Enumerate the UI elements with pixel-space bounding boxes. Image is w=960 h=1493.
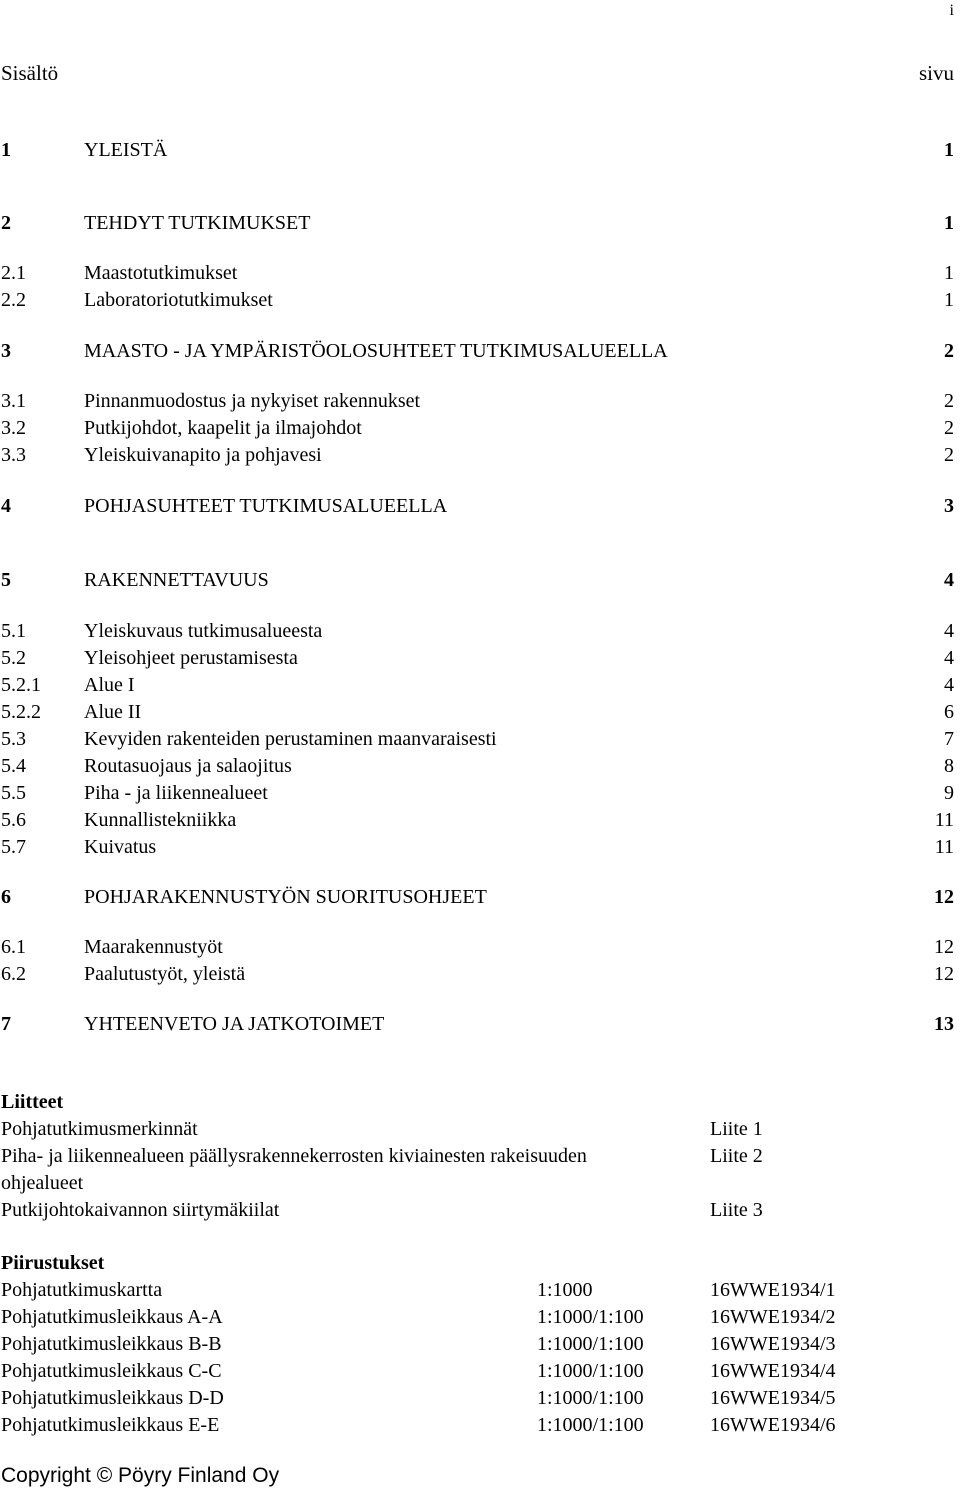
attachment-ref: Liite 2 [710, 1145, 763, 1167]
toc-page: 2 [944, 390, 954, 412]
toc-page: 4 [944, 674, 954, 696]
attachment-name: Pohjatutkimusmerkinnät [1, 1118, 198, 1140]
toc-number: 5.5 [1, 782, 26, 804]
toc-number: 5.4 [1, 755, 26, 777]
toc-page: 1 [944, 212, 954, 234]
toc-page: 1 [944, 139, 954, 161]
toc-title: Yleisohjeet perustamisesta [84, 647, 298, 669]
drawing-code: 16WWE1934/5 [710, 1387, 836, 1409]
toc-title: Yleiskuivanapito ja pohjavesi [84, 444, 322, 466]
drawing-scale: 1:1000/1:100 [537, 1414, 644, 1436]
toc-title: TEHDYT TUTKIMUKSET [84, 212, 311, 234]
toc-page: 2 [944, 417, 954, 439]
toc-title: Paalutustyöt, yleistä [84, 963, 246, 985]
drawing-name: Pohjatutkimuskartta [1, 1279, 163, 1301]
toc-page: 6 [944, 701, 954, 723]
toc-number: 5.3 [1, 728, 26, 750]
toc-title: RAKENNETTAVUUS [84, 569, 269, 591]
toc-title: Putkijohdot, kaapelit ja ilmajohdot [84, 417, 362, 439]
toc-page: 2 [944, 340, 954, 362]
toc-title: Alue I [84, 674, 135, 696]
toc-number: 4 [1, 495, 11, 517]
toc-number: 5.6 [1, 809, 26, 831]
toc-page: 1 [944, 289, 954, 311]
toc-title: Kuivatus [84, 836, 157, 858]
toc-title: Maarakennustyöt [84, 936, 223, 958]
drawing-code: 16WWE1934/2 [710, 1306, 836, 1328]
toc-page: 12 [934, 963, 954, 985]
toc-title: YHTEENVETO JA JATKOTOIMET [84, 1013, 385, 1035]
toc-title: Kunnallistekniikka [84, 809, 237, 831]
drawing-code: 16WWE1934/3 [710, 1333, 836, 1355]
drawings-heading: Piirustukset [1, 1252, 105, 1274]
toc-title: MAASTO - JA YMPÄRISTÖOLOSUHTEET TUTKIMUSALUEELLA [84, 340, 668, 362]
toc-number: 2.2 [1, 289, 26, 311]
attachment-name: Piha- ja liikennealueen päällysrakennekerrosten kiviainesten rakeisuuden [1, 1145, 587, 1167]
drawing-code: 16WWE1934/6 [710, 1414, 836, 1436]
copyright-footer: Copyright © Pöyry Finland Oy [1, 1464, 280, 1487]
attachment-ref: Liite 1 [710, 1118, 763, 1140]
toc-number: 7 [1, 1013, 11, 1035]
toc-number: 5.7 [1, 836, 26, 858]
toc-number: 3 [1, 340, 11, 362]
drawing-scale: 1:1000/1:100 [537, 1387, 644, 1409]
toc-page: 9 [944, 782, 954, 804]
page-column-label: sivu [918, 61, 954, 85]
toc-title: Kevyiden rakenteiden perustaminen maanvaraisesti [84, 728, 497, 750]
toc-page: 12 [934, 886, 954, 908]
toc-title: POHJARAKENNUSTYÖN SUORITUSOHJEET [84, 886, 487, 908]
toc-page: 4 [944, 620, 954, 642]
toc-number: 3.3 [1, 444, 26, 466]
toc-page: 2 [944, 444, 954, 466]
toc-page: 12 [934, 936, 954, 958]
drawing-name: Pohjatutkimusleikkaus C-C [1, 1360, 222, 1382]
toc-page: 13 [934, 1013, 954, 1035]
toc-page: 7 [944, 728, 954, 750]
toc-title: Alue II [84, 701, 142, 723]
toc-number: 6.1 [1, 936, 26, 958]
toc-number: 1 [1, 139, 11, 161]
toc-title: Piha - ja liikennealueet [84, 782, 268, 804]
toc-number: 6 [1, 886, 11, 908]
attachment-ref: Liite 3 [710, 1199, 763, 1221]
toc-title: Yleiskuvaus tutkimusalueesta [84, 620, 323, 642]
toc-number: 3.1 [1, 390, 26, 412]
toc-page: 8 [944, 755, 954, 777]
toc-title: Routasuojaus ja salaojitus [84, 755, 292, 777]
toc-page: 3 [944, 495, 954, 517]
attachment-name-continued: ohjealueet [1, 1172, 84, 1194]
toc-title: YLEISTÄ [84, 139, 168, 161]
toc-page: 11 [934, 836, 954, 858]
toc-page: 11 [934, 809, 954, 831]
attachments-heading: Liitteet [1, 1091, 64, 1113]
drawing-code: 16WWE1934/1 [710, 1279, 836, 1301]
toc-number: 5.2.2 [1, 701, 41, 723]
toc-number: 5.1 [1, 620, 26, 642]
toc-number: 6.2 [1, 963, 26, 985]
toc-number: 5 [1, 569, 11, 591]
drawing-scale: 1:1000/1:100 [537, 1306, 644, 1328]
drawing-name: Pohjatutkimusleikkaus D-D [1, 1387, 224, 1409]
attachment-name: Putkijohtokaivannon siirtymäkiilat [1, 1199, 280, 1221]
toc-title: Maastotutkimukset [84, 262, 238, 284]
toc-page: 4 [944, 647, 954, 669]
toc-title: POHJASUHTEET TUTKIMUSALUEELLA [84, 495, 448, 517]
drawing-scale: 1:1000 [537, 1279, 593, 1301]
toc-title: Laboratoriotutkimukset [84, 289, 273, 311]
drawing-scale: 1:1000/1:100 [537, 1360, 644, 1382]
toc-number: 2.1 [1, 262, 26, 284]
toc-page: 1 [944, 262, 954, 284]
toc-heading: Sisältö [1, 61, 59, 85]
toc-number: 5.2.1 [1, 674, 41, 696]
drawing-code: 16WWE1934/4 [710, 1360, 836, 1382]
toc-title: Pinnanmuodostus ja nykyiset rakennukset [84, 390, 421, 412]
toc-page: 4 [944, 569, 954, 591]
toc-number: 2 [1, 212, 11, 234]
drawing-scale: 1:1000/1:100 [537, 1333, 644, 1355]
drawing-name: Pohjatutkimusleikkaus B-B [1, 1333, 222, 1355]
page-number: i [949, 2, 954, 19]
drawing-name: Pohjatutkimusleikkaus E-E [1, 1414, 220, 1436]
toc-number: 5.2 [1, 647, 26, 669]
drawing-name: Pohjatutkimusleikkaus A-A [1, 1306, 223, 1328]
toc-number: 3.2 [1, 417, 26, 439]
